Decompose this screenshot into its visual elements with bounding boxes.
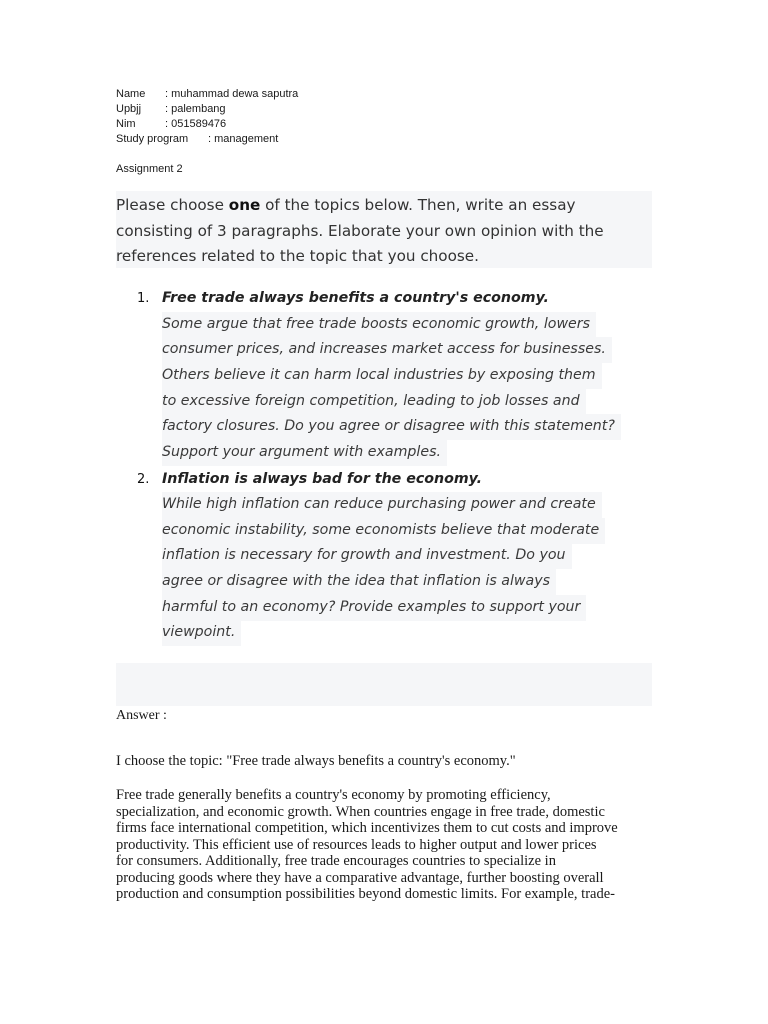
topic-description-line: Others believe it can harm local industries by exposing them — [162, 363, 602, 389]
shaded-spacer — [116, 663, 652, 706]
name-label: Name — [116, 88, 146, 100]
topic-title: Free trade always benefits a country's economy. — [162, 290, 549, 306]
topic-description-line: harmful to an economy? Provide examples to support your — [162, 595, 586, 621]
topic-title: Inflation is always bad for the economy. — [162, 471, 482, 487]
topic-description-line: economic instability, some economists believe that moderate — [162, 518, 605, 544]
instructions-emphasis: one — [228, 196, 261, 214]
instructions-block — [116, 191, 652, 268]
nim-label: Nim — [116, 118, 136, 130]
instructions-part-2: of the topics below. Then, write an essay consisting of 3 paragraphs. Elaborate your own opinion with the references related to the topic that you choose. — [116, 196, 604, 266]
topic-number: 2. — [137, 472, 150, 487]
instructions-text — [116, 193, 652, 270]
answer-label: Answer : — [116, 708, 167, 723]
name-value: : muhammad dewa saputra — [165, 88, 299, 100]
topic-description-line: While high inflation can reduce purchasing power and create — [162, 492, 602, 518]
essay-line: productivity. This efficient use of resources leads to higher output and lower prices — [116, 836, 597, 853]
topic-number: 1. — [137, 291, 150, 306]
topic-description-line: consumer prices, and increases market access for businesses. — [162, 337, 612, 363]
topic-description-line: Support your argument with examples. — [162, 440, 447, 466]
upbjj-value: : palembang — [165, 103, 226, 115]
topic-description-line: Some argue that free trade boosts economic growth, lowers — [162, 312, 596, 338]
study-program-label: Study program — [116, 133, 189, 145]
essay-line: firms face international competition, which incentivizes them to cut costs and improve — [116, 820, 618, 836]
essay-line: specialization, and economic growth. When countries engage in free trade, domestic — [116, 803, 605, 820]
topic-description-line: to excessive foreign competition, leading to job losses and — [162, 389, 586, 415]
instructions-part-1: Please choose — [116, 196, 229, 214]
essay-line: for consumers. Additionally, free trade encourages countries to specialize in — [116, 853, 556, 869]
study-program-value: : management — [208, 133, 279, 145]
topic-description-line: factory closures. Do you agree or disagree with this statement? — [162, 414, 621, 440]
topic-description-line: inflation is necessary for growth and investment. Do you — [162, 543, 572, 569]
essay-paragraph — [116, 787, 618, 903]
nim-value: : 051589476 — [165, 118, 227, 130]
upbjj-label: Upbjj — [116, 103, 142, 115]
topic-description-line: viewpoint. — [162, 620, 241, 646]
topic-description-line: agree or disagree with the idea that inflation is always — [162, 569, 556, 595]
essay-line: Free trade generally benefits a country's economy by promoting efficiency, — [116, 787, 551, 803]
assignment-title: Assignment 2 — [116, 163, 183, 175]
essay-line: production and consumption possibilities beyond domestic limits. For example, trade- — [116, 886, 615, 902]
chosen-topic: I choose the topic: "Free trade always benefits a country's economy." — [116, 753, 516, 769]
essay-line: producing goods where they have a comparative advantage, further boosting overall — [116, 869, 604, 886]
